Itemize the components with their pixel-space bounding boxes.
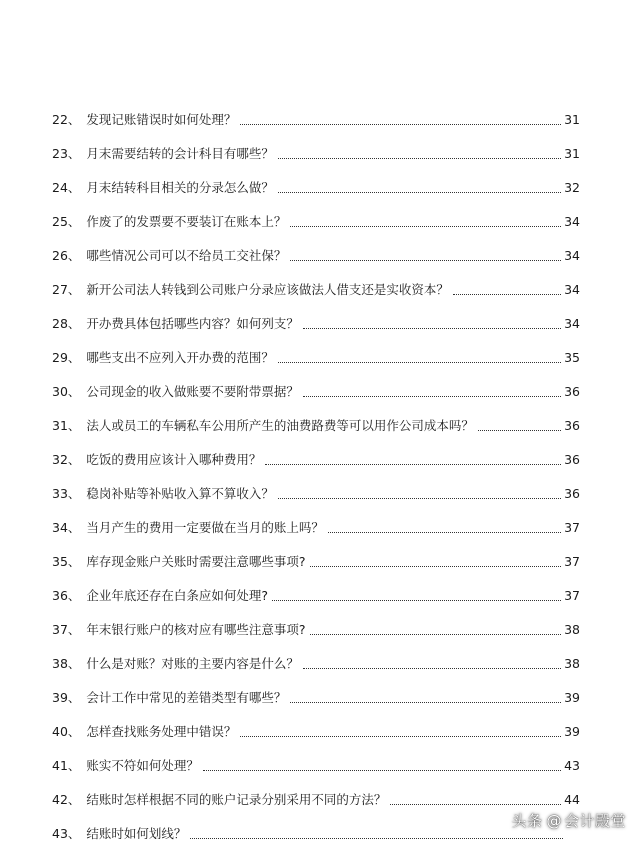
- toc-entry[interactable]: [52, 674, 580, 708]
- toc-entry-page-number: 37: [564, 588, 580, 603]
- toc-entry-title: 法人或员工的车辆私车公用所产生的油费路费等可以用作公司成本吗？: [86, 418, 474, 433]
- toc-entry[interactable]: [52, 538, 580, 572]
- toc-entry-title: 哪些情况公司可以不给员工交社保？: [86, 248, 287, 263]
- toc-entry-number: 41、: [52, 758, 81, 773]
- toc-entry-page-number: 36: [564, 384, 580, 399]
- toc-entry[interactable]: [52, 810, 580, 844]
- toc-dot-leader: [240, 736, 561, 737]
- toc-entry-title: 什么是对账？对账的主要内容是什么？: [86, 656, 299, 671]
- toc-entry-page-number: 34: [564, 282, 580, 297]
- toc-entry-number: 28、: [52, 316, 81, 331]
- toc-entry-page-number: 39: [564, 724, 580, 739]
- toc-entry-title: 年末银行账户的核对应有哪些注意事项?: [86, 622, 306, 637]
- toc-entry-page-number: 37: [564, 554, 580, 569]
- toc-dot-leader: [278, 498, 561, 499]
- toc-entry-number: 35、: [52, 554, 81, 569]
- toc-dot-leader: [272, 600, 561, 601]
- toc-dot-leader: [303, 396, 561, 397]
- toc-dot-leader: [290, 702, 561, 703]
- toc-entry-number: 39、: [52, 690, 81, 705]
- toc-dot-leader: [453, 294, 561, 295]
- toc-entry[interactable]: [52, 402, 580, 436]
- toc-entry-number: 42、: [52, 792, 81, 807]
- toc-entry-title: 月末结转科目相关的分录怎么做？: [86, 180, 274, 195]
- toc-entry-title: 库存现金账户关账时需要注意哪些事项?: [86, 554, 306, 569]
- toc-entry-number: 40、: [52, 724, 81, 739]
- toc-entry-number: 23、: [52, 146, 81, 161]
- toc-dot-leader: [278, 192, 561, 193]
- toc-entry[interactable]: [52, 334, 580, 368]
- toc-entry-page-number: 36: [564, 418, 580, 433]
- toc-entry-page-number: 38: [564, 622, 580, 637]
- toc-entry[interactable]: [52, 96, 580, 130]
- toc-dot-leader: [265, 464, 561, 465]
- toc-dot-leader: [278, 158, 561, 159]
- toc-entry-title: 月末需要结转的会计科目有哪些？: [86, 146, 274, 161]
- toc-entry[interactable]: [52, 708, 580, 742]
- toc-entry-number: 36、: [52, 588, 81, 603]
- toc-entry-number: 32、: [52, 452, 81, 467]
- toc-entry[interactable]: [52, 742, 580, 776]
- toc-dot-leader: [278, 362, 561, 363]
- toc-entry-number: 31、: [52, 418, 81, 433]
- toc-entry[interactable]: [52, 436, 580, 470]
- toc-dot-leader: [478, 430, 561, 431]
- toc-entry-page-number: 34: [564, 214, 580, 229]
- toc-entry-number: 29、: [52, 350, 81, 365]
- toc-entry-number: 24、: [52, 180, 81, 195]
- toc-entry-number: 34、: [52, 520, 81, 535]
- toc-dot-leader: [310, 566, 562, 567]
- toc-entry[interactable]: [52, 266, 580, 300]
- toc-entry[interactable]: [52, 504, 580, 538]
- toc-entry-title: 作废了的发票要不要装订在账本上？: [86, 214, 287, 229]
- toc-dot-leader: [240, 124, 561, 125]
- toc-entry[interactable]: [52, 776, 580, 810]
- toc-dot-leader: [290, 226, 561, 227]
- toc-entry-title: 结账时怎样根据不同的账户记录分别采用不同的方法？: [86, 792, 387, 807]
- toc-entry-title: 怎样查找账务处理中错误？: [86, 724, 237, 739]
- toc-entry-page-number: 34: [564, 316, 580, 331]
- table-of-contents: [52, 96, 580, 844]
- watermark-at: @: [546, 811, 562, 830]
- watermark-brand: 头条: [511, 812, 543, 830]
- toc-entry-page-number: 36: [564, 486, 580, 501]
- toc-entry-title: 结账时如何划线？: [86, 826, 187, 841]
- toc-dot-leader: [190, 838, 563, 839]
- toc-entry-page-number: 37: [564, 520, 580, 535]
- toc-dot-leader: [303, 668, 561, 669]
- toc-entry-page-number: 35: [564, 350, 580, 365]
- toc-entry-title: 哪些支出不应列入开办费的范围？: [86, 350, 274, 365]
- toc-entry-title: 新开公司法人转钱到公司账户分录应该做法人借支还是实收资本？: [86, 282, 449, 297]
- toc-entry-number: 25、: [52, 214, 81, 229]
- toc-entry-title: 稳岗补贴等补贴收入算不算收入？: [86, 486, 274, 501]
- toc-entry[interactable]: [52, 300, 580, 334]
- toc-entry-title: 账实不符如何处理？: [86, 758, 199, 773]
- toc-entry-number: 22、: [52, 112, 81, 127]
- toc-entry-page-number: 43: [564, 758, 580, 773]
- toc-entry-title: 吃饭的费用应该计入哪种费用？: [86, 452, 262, 467]
- toc-entry-page-number: 36: [564, 452, 580, 467]
- toc-entry-number: 26、: [52, 248, 81, 263]
- toc-entry-page-number: 34: [564, 248, 580, 263]
- toc-entry[interactable]: [52, 164, 580, 198]
- toc-entry-title: 公司现金的收入做账要不要附带票据？: [86, 384, 299, 399]
- toc-entry-title: 会计工作中常见的差错类型有哪些？: [86, 690, 287, 705]
- toc-entry[interactable]: [52, 232, 580, 266]
- toc-entry-number: 27、: [52, 282, 81, 297]
- toc-entry-page-number: 44: [564, 792, 580, 807]
- toc-entry-title: 开办费具体包括哪些内容？如何列支？: [86, 316, 299, 331]
- toc-entry[interactable]: [52, 368, 580, 402]
- toc-entry[interactable]: [52, 198, 580, 232]
- toc-dot-leader: [328, 532, 561, 533]
- toc-entry-number: 38、: [52, 656, 81, 671]
- toc-dot-leader: [390, 804, 561, 805]
- toc-entry-page-number: 39: [564, 690, 580, 705]
- toc-entry-number: 30、: [52, 384, 81, 399]
- toc-entry-number: 43、: [52, 826, 81, 841]
- toc-entry-page-number: 32: [564, 180, 580, 195]
- toc-entry[interactable]: [52, 640, 580, 674]
- toc-entry[interactable]: [52, 130, 580, 164]
- toc-entry-title: 发现记账错误时如何处理？: [86, 112, 237, 127]
- toc-entry[interactable]: [52, 572, 580, 606]
- toc-entry-page-number: 31: [564, 112, 580, 127]
- toc-dot-leader: [203, 770, 561, 771]
- toc-entry-page-number: 31: [564, 146, 580, 161]
- watermark: [511, 810, 626, 831]
- toc-entry[interactable]: [52, 470, 580, 504]
- toc-entry-title: 当月产生的费用一定要做在当月的账上吗？: [86, 520, 324, 535]
- watermark-account: 会计殿堂: [563, 812, 626, 830]
- toc-entry-page-number: 38: [564, 656, 580, 671]
- toc-dot-leader: [303, 328, 561, 329]
- toc-dot-leader: [290, 260, 561, 261]
- toc-entry-number: 37、: [52, 622, 81, 637]
- toc-entry[interactable]: [52, 606, 580, 640]
- toc-entry-number: 33、: [52, 486, 81, 501]
- toc-dot-leader: [310, 634, 562, 635]
- toc-entry-title: 企业年底还存在白条应如何处理?: [86, 588, 269, 603]
